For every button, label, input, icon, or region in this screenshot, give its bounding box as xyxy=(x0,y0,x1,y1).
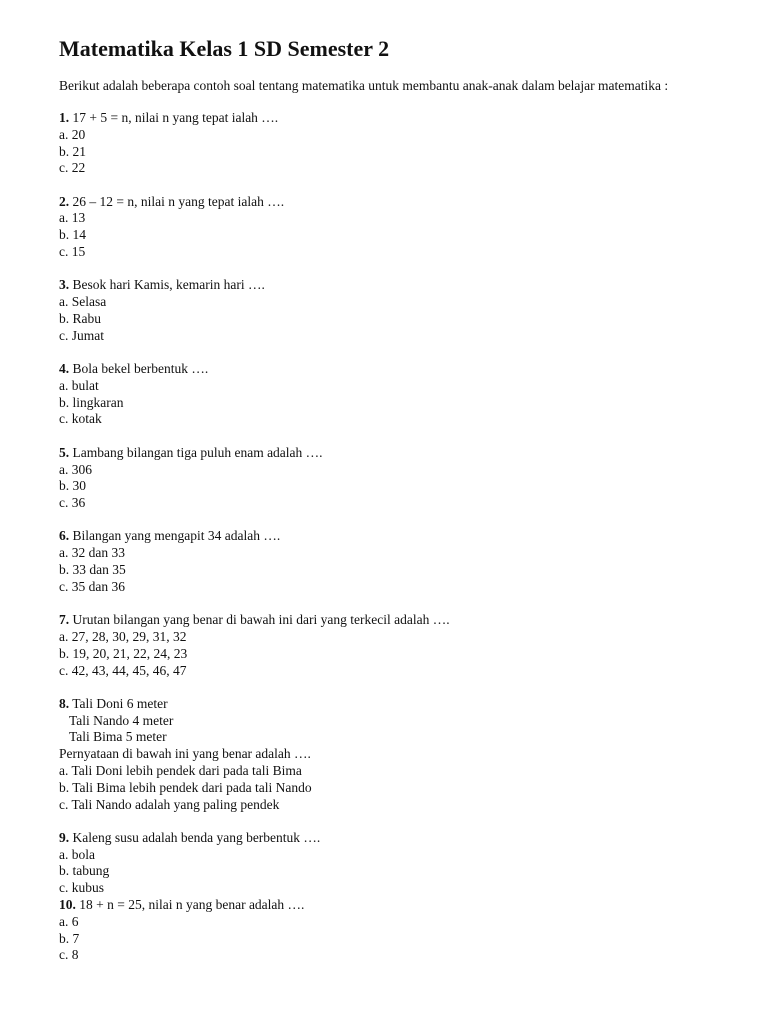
option-c: c. 36 xyxy=(59,495,86,511)
question-6 xyxy=(59,528,739,595)
option-b: b. tabung xyxy=(59,863,110,879)
question-9-stem xyxy=(59,830,739,847)
question-text: Kaleng susu adalah benda yang berbentuk …. xyxy=(69,829,321,845)
question-8-rope-nando: Tali Nando 4 meter xyxy=(69,712,174,728)
option-a: a. bulat xyxy=(59,377,99,393)
question-number: 6. xyxy=(59,528,70,544)
question-2-stem xyxy=(59,194,739,211)
option-b: b. lingkaran xyxy=(59,394,124,410)
question-10 xyxy=(59,897,739,964)
question-text: Bola bekel berbentuk …. xyxy=(69,361,209,377)
question-text: Tali Doni 6 meter xyxy=(69,695,168,711)
option-c: c. 42, 43, 44, 45, 46, 47 xyxy=(59,662,187,678)
intro-paragraph: Berikut adalah beberapa contoh soal tentang matematika untuk membantu anak-anak dalam belajar matematika : xyxy=(59,78,669,93)
page-title: Matematika Kelas 1 SD Semester 2 xyxy=(59,36,390,61)
question-5-stem xyxy=(59,445,739,462)
option-a: a. Selasa xyxy=(59,294,107,310)
question-number: 4. xyxy=(59,361,70,377)
option-a: a. 27, 28, 30, 29, 31, 32 xyxy=(59,628,187,644)
option-c: c. kubus xyxy=(59,880,104,896)
question-text: 17 + 5 = n, nilai n yang tepat ialah …. xyxy=(69,110,279,125)
option-a: a. Tali Doni lebih pendek dari pada tali Bima xyxy=(59,763,302,778)
option-c: c. Jumat xyxy=(59,327,104,343)
question-6-stem xyxy=(59,528,739,545)
question-number: 8. xyxy=(59,695,70,711)
option-a: a. 13 xyxy=(59,210,86,226)
option-a: a. 20 xyxy=(59,126,86,142)
option-a: a. bola xyxy=(59,846,95,862)
option-a: a. 6 xyxy=(59,913,79,929)
question-number: 9. xyxy=(59,829,70,845)
question-8-prompt: Pernyataan di bawah ini yang benar adalah …. xyxy=(59,746,311,762)
question-7-stem xyxy=(59,612,739,629)
question-text: Besok hari Kamis, kemarin hari …. xyxy=(69,277,265,293)
question-number: 3. xyxy=(59,277,70,293)
option-c: c. 8 xyxy=(59,947,79,963)
question-5 xyxy=(59,445,739,512)
question-text: 18 + n = 25, nilai n yang benar adalah …. xyxy=(75,897,305,913)
option-c: c. 15 xyxy=(59,244,86,260)
question-2 xyxy=(59,194,739,261)
question-text: 26 – 12 = n, nilai n yang tepat ialah …. xyxy=(69,193,285,209)
question-number: 10. xyxy=(59,897,76,913)
question-number: 7. xyxy=(59,612,70,628)
question-text: Bilangan yang mengapit 34 adalah …. xyxy=(69,528,281,544)
option-a: a. 306 xyxy=(59,461,92,477)
option-c: c. kotak xyxy=(59,411,102,427)
option-b: b. Rabu xyxy=(59,310,101,326)
question-text: Urutan bilangan yang benar di bawah ini dari yang terkecil adalah …. xyxy=(69,612,450,628)
option-b: b. 7 xyxy=(59,930,80,946)
question-1 xyxy=(59,110,739,177)
question-9 xyxy=(59,830,739,897)
option-a: a. 32 dan 33 xyxy=(59,545,125,561)
question-text: Lambang bilangan tiga puluh enam adalah …. xyxy=(69,444,323,460)
question-4 xyxy=(59,361,739,428)
question-7 xyxy=(59,612,739,679)
option-c: c. Tali Nando adalah yang paling pendek xyxy=(59,796,280,812)
question-3-stem xyxy=(59,277,739,294)
question-number: 5. xyxy=(59,444,70,460)
option-b: b. 19, 20, 21, 22, 24, 23 xyxy=(59,645,188,661)
question-number: 1. xyxy=(59,110,70,125)
option-b: b. 30 xyxy=(59,478,86,494)
question-4-stem xyxy=(59,361,739,378)
option-c: c. 22 xyxy=(59,160,86,176)
question-8-rope-bima: Tali Bima 5 meter xyxy=(69,729,167,745)
option-b: b. 33 dan 35 xyxy=(59,562,126,578)
question-1-stem xyxy=(59,110,739,127)
question-8 xyxy=(59,696,739,814)
option-b: b. 21 xyxy=(59,143,86,159)
document-page xyxy=(59,36,739,981)
question-3 xyxy=(59,277,739,344)
question-10-stem xyxy=(59,897,739,914)
option-c: c. 35 dan 36 xyxy=(59,578,125,594)
question-number: 2. xyxy=(59,193,70,209)
option-b: b. 14 xyxy=(59,227,86,243)
option-b: b. Tali Bima lebih pendek dari pada tali Nando xyxy=(59,779,312,795)
question-8-stem xyxy=(59,696,739,713)
